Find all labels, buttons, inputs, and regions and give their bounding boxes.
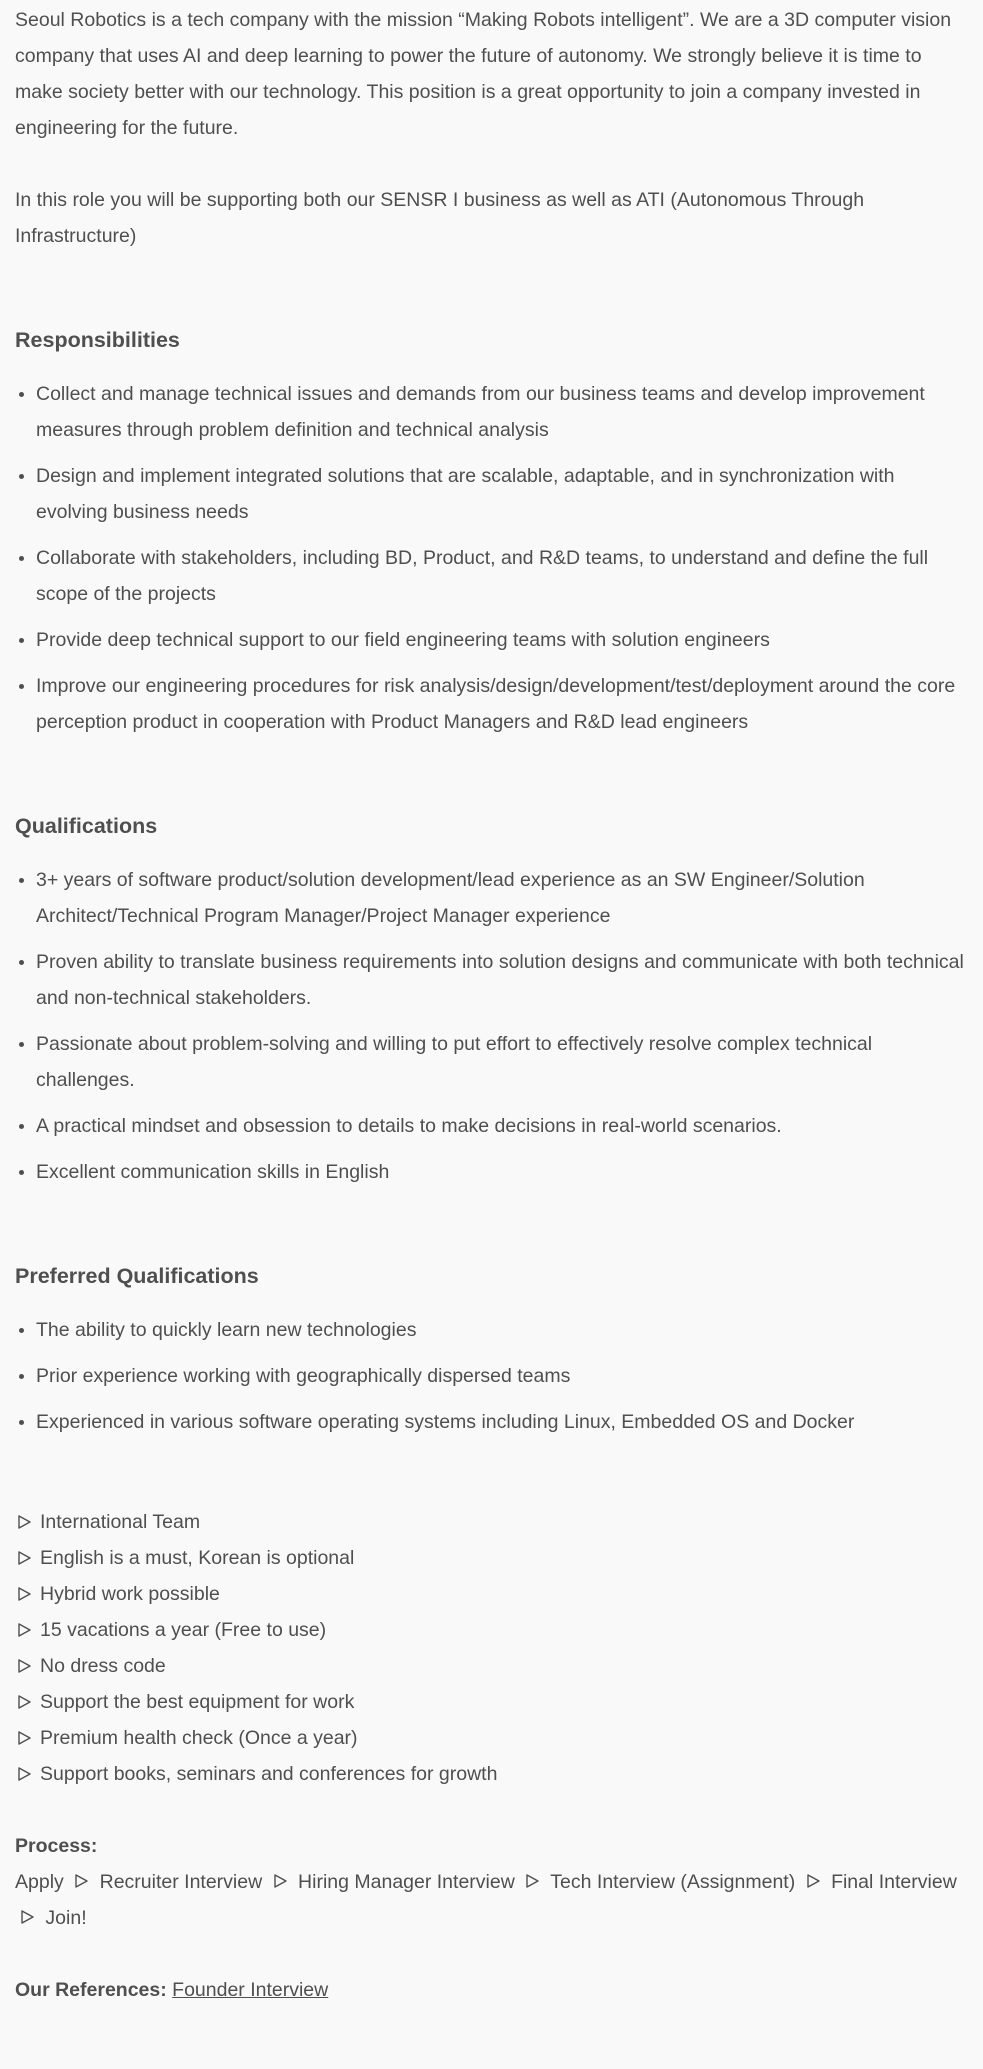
list-item: Provide deep technical support to our field engineering teams with solution engineers xyxy=(36,622,968,658)
list-item: A practical mindset and obsession to details to make decisions in real-world scenarios. xyxy=(36,1108,968,1144)
list-item: The ability to quickly learn new technologies xyxy=(36,1312,968,1348)
list-item: Collaborate with stakeholders, including BD, Product, and R&D teams, to understand and define the full scope of the projects xyxy=(36,540,968,612)
perk-item xyxy=(15,1684,968,1720)
job-description xyxy=(0,2,983,2008)
intro-paragraph: Seoul Robotics is a tech company with the mission “Making Robots intelligent”. We are a 3D computer vision company that uses AI and deep learning to power the future of autonomy. We strongly believe it is time to make society better with our technology. This position is a great opportunity to join a company invested in engineering for the future. xyxy=(15,9,952,139)
perk-label: No dress code xyxy=(40,1655,166,1677)
list-item: Proven ability to translate business requirements into solution designs and communicate with both technical and non-technical stakeholders. xyxy=(36,944,968,1016)
process-step: Recruiter Interview xyxy=(99,1871,263,1893)
list-item: 3+ years of software product/solution development/lead experience as an SW Engineer/Solution Architect/Technical Program Manager/Project Manager experience xyxy=(36,862,968,934)
process-step: Join! xyxy=(45,1907,87,1929)
perk-label: Support the best equipment for work xyxy=(40,1691,355,1713)
qualifications-list xyxy=(15,862,968,1190)
perk-label: Premium health check (Once a year) xyxy=(40,1727,358,1749)
triangle-right-outline-icon xyxy=(15,1513,34,1531)
perk-label: English is a must, Korean is optional xyxy=(40,1547,355,1569)
preferred-qualifications-list xyxy=(15,1312,968,1440)
qualifications-heading: Qualifications xyxy=(15,814,158,838)
triangle-right-outline-icon xyxy=(523,1866,542,1884)
perk-item xyxy=(15,1576,968,1612)
triangle-right-outline-icon xyxy=(15,1621,34,1639)
responsibilities-heading: Responsibilities xyxy=(15,328,180,352)
perk-item xyxy=(15,1504,968,1540)
preferred-qualifications-heading: Preferred Qualifications xyxy=(15,1264,259,1288)
references-label: Our References: xyxy=(15,1979,167,2001)
triangle-right-outline-icon xyxy=(15,1657,34,1675)
references xyxy=(15,1972,968,2008)
list-item: Excellent communication skills in English xyxy=(36,1154,968,1190)
process-step: Tech Interview (Assignment) xyxy=(550,1871,796,1893)
triangle-right-outline-icon xyxy=(804,1866,823,1884)
process-steps xyxy=(15,1864,968,1936)
perk-item xyxy=(15,1540,968,1576)
triangle-right-outline-icon xyxy=(15,1729,34,1747)
role-paragraph: In this role you will be supporting both our SENSR I business as well as ATI (Autonomous Through Infrastructure) xyxy=(15,189,865,247)
triangle-right-outline-icon xyxy=(72,1866,91,1884)
list-item: Passionate about problem-solving and willing to put effort to effectively resolve complex technical challenges. xyxy=(36,1026,968,1098)
founder-interview-link[interactable]: Founder Interview xyxy=(172,1979,329,2001)
triangle-right-outline-icon xyxy=(15,1549,34,1567)
triangle-right-outline-icon xyxy=(15,1765,34,1783)
list-item: Experienced in various software operating systems including Linux, Embedded OS and Docker xyxy=(36,1404,968,1440)
perk-label: 15 vacations a year (Free to use) xyxy=(40,1619,327,1641)
perk-label: Hybrid work possible xyxy=(40,1583,220,1605)
process-heading: Process: xyxy=(15,1835,98,1857)
perk-label: International Team xyxy=(40,1511,201,1533)
responsibilities-list xyxy=(15,376,968,740)
perk-item xyxy=(15,1720,968,1756)
triangle-right-outline-icon xyxy=(18,1902,37,1920)
triangle-right-outline-icon xyxy=(15,1693,34,1711)
process-step: Final Interview xyxy=(831,1871,957,1893)
process-step: Apply xyxy=(15,1871,64,1893)
triangle-right-outline-icon xyxy=(271,1866,290,1884)
perks-list xyxy=(15,1504,968,1792)
triangle-right-outline-icon xyxy=(15,1585,34,1603)
perk-item xyxy=(15,1648,968,1684)
perk-label: Support books, seminars and conferences for growth xyxy=(40,1763,498,1785)
list-item: Design and implement integrated solutions that are scalable, adaptable, and in synchronization with evolving business needs xyxy=(36,458,968,530)
list-item: Collect and manage technical issues and demands from our business teams and develop improvement measures through problem definition and technical analysis xyxy=(36,376,968,448)
list-item: Improve our engineering procedures for risk analysis/design/development/test/deployment around the core perception product in cooperation with Product Managers and R&D lead engineers xyxy=(36,668,968,740)
process-step: Hiring Manager Interview xyxy=(298,1871,515,1893)
list-item: Prior experience working with geographically dispersed teams xyxy=(36,1358,968,1394)
perk-item xyxy=(15,1612,968,1648)
perk-item xyxy=(15,1756,968,1792)
